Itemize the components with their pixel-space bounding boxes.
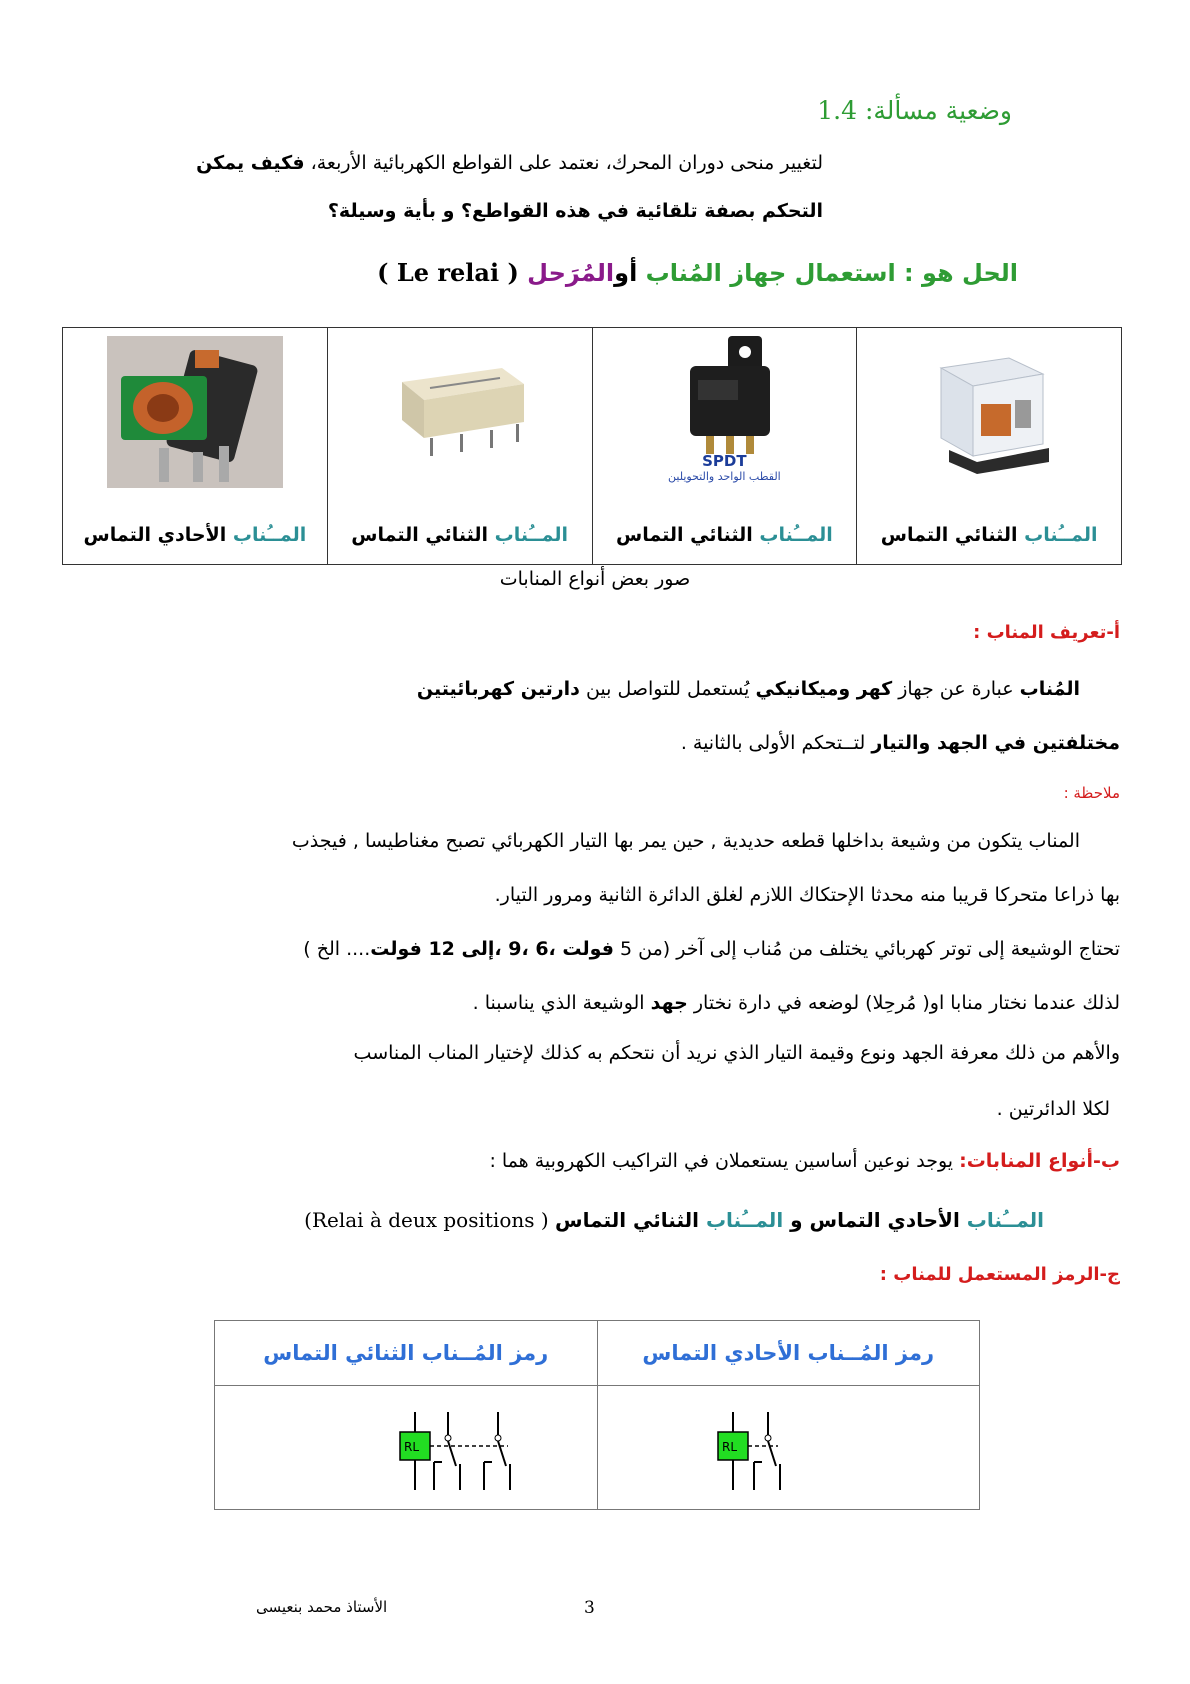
coil-label-single: RL — [721, 1440, 737, 1454]
symbol-table — [214, 1320, 980, 1510]
solution-prefix: الحل هو : استعمال جهاز المُناب — [645, 259, 1018, 287]
relay-label-2: المــُناب الثنائي التماس — [351, 524, 568, 546]
note-title: ملاحظة : — [1063, 784, 1120, 802]
note-p4-line1: والأهم من ذلك معرفة الجهد ونوع وقيمة التيار الذي نريد أن نتحكم به كذلك لإختيار المناب المناسب — [353, 1042, 1120, 1064]
relay-cell-cube — [857, 328, 1122, 565]
spdt-label: SPDT — [702, 452, 747, 470]
intro-line-2 — [123, 200, 823, 222]
photo-caption: صور بعض أنواع المنابات — [499, 568, 691, 590]
relay-cell-black — [592, 328, 857, 565]
double-contact-relay-symbol — [388, 1402, 538, 1502]
section-title: وضعية مسألة: — [864, 96, 1012, 125]
section-heading — [817, 96, 1012, 125]
section-number: 1.4 — [817, 96, 858, 125]
solution-line — [377, 258, 1018, 287]
intro-text: لتغيير منحى دوران المحرك، نعتمد على القواطع الكهربائية الأربعة، — [304, 152, 823, 174]
open-coil-relay-photo — [107, 336, 283, 488]
coil-label-double: RL — [404, 1440, 420, 1454]
types-line: ب-أنواع المنابات: يوجد نوعين أساسين يستعملان في التراكيب الكهروبية هما : — [489, 1150, 1120, 1172]
note-p1-line2: بها ذراعا متحركا قريبا منه محدثا الإحتكاك اللازم لغلق الدائرة الثانية ومرور التيار. — [494, 884, 1120, 906]
note-p1-line1: المناب يتكون من وشيعة بداخلها قطعه حديدية , حين يمر بها التيار الكهربائي تصبح مغناطيسا , فيجذب — [291, 830, 1080, 852]
types-list: المــُناب الأحادي التماس و المــُناب الثنائي التماس ( Relai à deux positions) — [304, 1208, 1044, 1232]
footer-author: الأستاذ محمد بنعيسى — [256, 1598, 388, 1616]
definition-line-2: مختلفتين في الجهد والتيار لتــتحكم الأولى بالثانية . — [680, 732, 1120, 754]
transparent-cube-relay-photo — [919, 340, 1059, 480]
symbols-title: ج-الرمز المستعمل للمناب : — [879, 1264, 1120, 1285]
relay-photo-table — [62, 327, 1122, 565]
note-p4-line2: لكلا الدائرتين . — [996, 1098, 1110, 1120]
note-p3: لذلك عندما نختار منابا او( مُرحِلا) لوضعه في دارة نختار جهد الوشيعة الذي يناسبنا . — [472, 992, 1120, 1014]
definition-line-1: المُناب عبارة عن جهاز كهر وميكانيكي يُستعمل للتواصل بين دارتين كهربائيتين — [416, 678, 1080, 700]
symbol-head-single: رمز المُــناب الأحادي التماس — [597, 1321, 980, 1386]
types-title: ب-أنواع المنابات: — [959, 1150, 1120, 1172]
relay-label-4: المــُناب الثنائي التماس — [880, 524, 1098, 546]
solution-alt: المُرَحل — [527, 259, 615, 287]
relay-label-1: المــُناب الأحادي التماس — [83, 524, 307, 546]
beige-sealed-relay-photo — [390, 358, 530, 458]
black-automotive-relay-photo — [654, 336, 794, 456]
definition-title: أ-تعريف المناب : — [973, 622, 1120, 643]
solution-french: ( Le relai ) — [377, 258, 528, 287]
page-number: 3 — [584, 1598, 595, 1618]
symbol-head-double: رمز المُــناب الثنائي التماس — [215, 1321, 598, 1386]
solution-or: أو — [614, 259, 646, 287]
intro-question-2: التحكم بصفة تلقائية في هذه القواطع؟ و بأية وسيلة؟ — [327, 200, 823, 222]
relay-cell-beige — [327, 328, 592, 565]
spdt-subtitle: القطب الواحد والتحويلين — [668, 470, 781, 483]
spdt-caption — [593, 452, 857, 483]
intro-question: فكيف يمكن — [196, 152, 305, 174]
symbol-cell-double — [215, 1386, 598, 1510]
single-contact-relay-symbol — [706, 1402, 816, 1502]
relay-cell-open — [63, 328, 328, 565]
note-p2: تحتاج الوشيعة إلى توتر كهربائي يختلف من مُناب إلى آخر (من 5 فولت ،6 ،9 ،إلى 12 فولت.... الخ ) — [303, 938, 1120, 960]
relay-label-3: المــُناب الثنائي التماس — [616, 524, 833, 546]
intro-line-1 — [123, 152, 823, 174]
symbol-cell-single — [597, 1386, 980, 1510]
